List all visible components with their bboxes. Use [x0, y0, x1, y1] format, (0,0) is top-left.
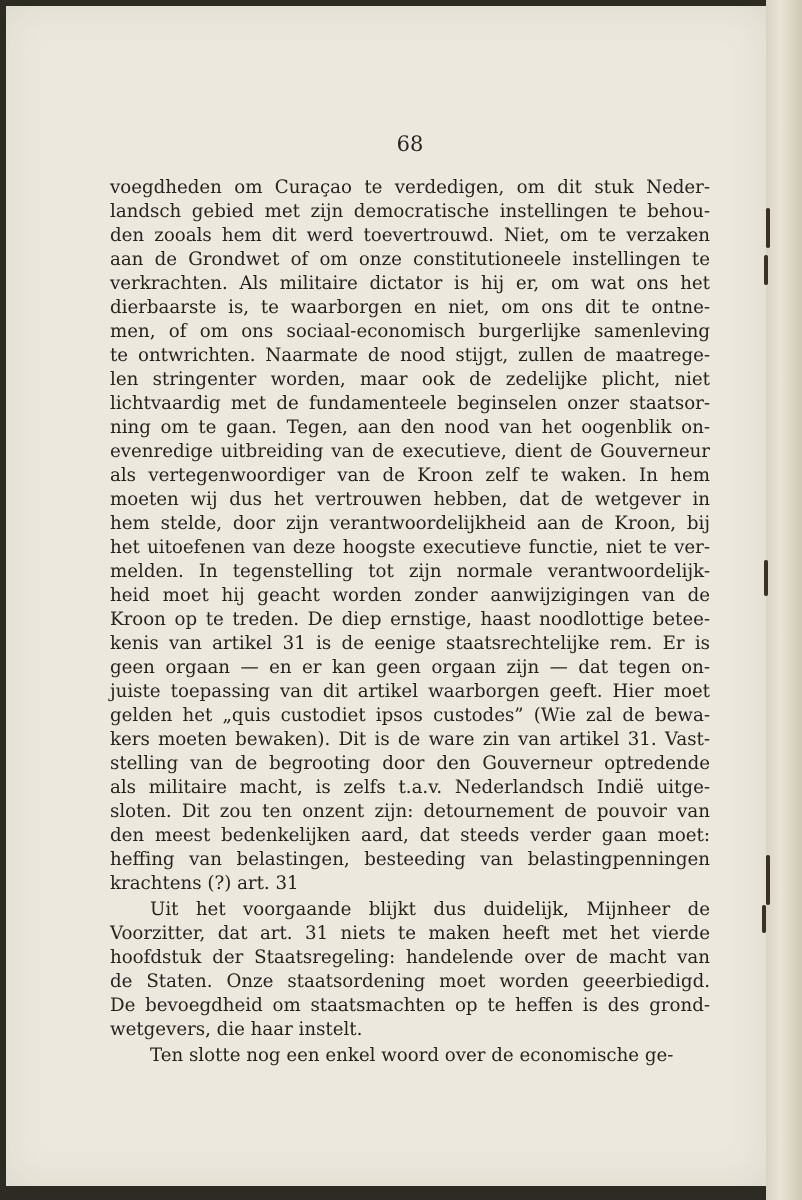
text-line: landsch gebied met zijn democratische instellingen te behou-: [110, 201, 710, 222]
text-line: kers moeten bewaken). Dit is de ware zin van artikel 31. Vast-: [110, 729, 710, 750]
text-line: aan de Grondwet of om onze constitutioneele instellingen te: [110, 249, 710, 270]
spine-mark: [766, 208, 770, 248]
text-line: wetgevers, die haar instelt.: [110, 1019, 363, 1040]
text-line: den meest bedenkelijken aard, dat steeds verder gaan moet:: [110, 825, 710, 846]
text-line: kenis van artikel 31 is de eenige staatsrechtelijke rem. Er is: [110, 633, 710, 654]
text-line: als vertegenwoordiger van de Kroon zelf te waken. In hem: [110, 465, 710, 486]
text-line: evenredige uitbreiding van de executieve, dient de Gouverneur: [110, 441, 710, 462]
text-line: het uitoefenen van deze hoogste executieve functie, niet te ver-: [110, 537, 710, 558]
text-line: Voorzitter, dat art. 31 niets te maken heeft met het vierde: [110, 923, 710, 944]
paragraph: [110, 176, 710, 896]
paragraph: [110, 1044, 710, 1068]
text-line: sloten. Dit zou ten onzent zijn: detournement de pouvoir van: [110, 801, 710, 822]
book-spine: [766, 0, 802, 1200]
text-line: Kroon op te treden. De diep ernstige, haast noodlottige betee-: [110, 609, 710, 630]
text-line: heffing van belastingen, besteeding van belastingpenningen: [110, 849, 710, 870]
spine-mark: [762, 905, 766, 933]
text-line: moeten wij dus het vertrouwen hebben, dat de wetgever in: [110, 489, 710, 510]
text-line: als militaire macht, is zelfs t.a.v. Nederlandsch Indië uitge-: [110, 777, 710, 798]
text-line: melden. In tegenstelling tot zijn normale verantwoordelijk-: [110, 561, 710, 582]
text-line: Ten slotte nog een enkel woord over de economische ge-: [150, 1045, 674, 1066]
spine-mark: [764, 560, 768, 596]
text-line: dierbaarste is, te waarborgen en niet, om ons dit te ontne-: [110, 297, 710, 318]
text-line: De bevoegdheid om staatsmachten op te heffen is des grond-: [110, 995, 710, 1016]
body-text: [110, 176, 710, 1068]
text-line: lichtvaardig met de fundamenteele beginselen onzer staatsor-: [110, 393, 710, 414]
text-line: hem stelde, door zijn verantwoordelijkheid aan de Kroon, bij: [110, 513, 710, 534]
text-line: den zooals hem dit werd toevertrouwd. Niet, om te verzaken: [110, 225, 710, 246]
text-line: ning om te gaan. Tegen, aan den nood van het oogenblik on-: [110, 417, 710, 438]
text-line: men, of om ons sociaal-economisch burgerlijke samenleving: [110, 321, 710, 342]
paragraph: [110, 898, 710, 1042]
text-line: heid moet hij geacht worden zonder aanwijzigingen van de: [110, 585, 710, 606]
text-line: hoofdstuk der Staatsregeling: handelende over de macht van: [110, 947, 710, 968]
text-line: Uit het voorgaande blijkt dus duidelijk, Mijnheer de: [150, 899, 710, 920]
text-line: de Staten. Onze staatsordening moet worden geeerbiedigd.: [110, 971, 710, 992]
text-line: stelling van de begrooting door den Gouverneur optredende: [110, 753, 710, 774]
text-line: juiste toepassing van dit artikel waarborgen geeft. Hier moet: [110, 681, 710, 702]
text-line: gelden het „quis custodiet ipsos custodes” (Wie zal de bewa-: [110, 705, 710, 726]
spine-mark: [766, 855, 770, 905]
text-line: geen orgaan — en er kan geen orgaan zijn — dat tegen on-: [110, 657, 710, 678]
text-line: verkrachten. Als militaire dictator is hij er, om wat ons het: [110, 273, 710, 294]
text-line: krachtens (?) art. 31: [110, 873, 299, 894]
text-line: voegdheden om Curaçao te verdedigen, om dit stuk Neder-: [110, 177, 710, 198]
text-line: te ontwrichten. Naarmate de nood stijgt, zullen de maatrege-: [110, 345, 710, 366]
text-line: len stringenter worden, maar ook de zedelijke plicht, niet: [110, 369, 710, 390]
page-number: 68: [396, 132, 424, 156]
spine-mark: [764, 255, 768, 285]
